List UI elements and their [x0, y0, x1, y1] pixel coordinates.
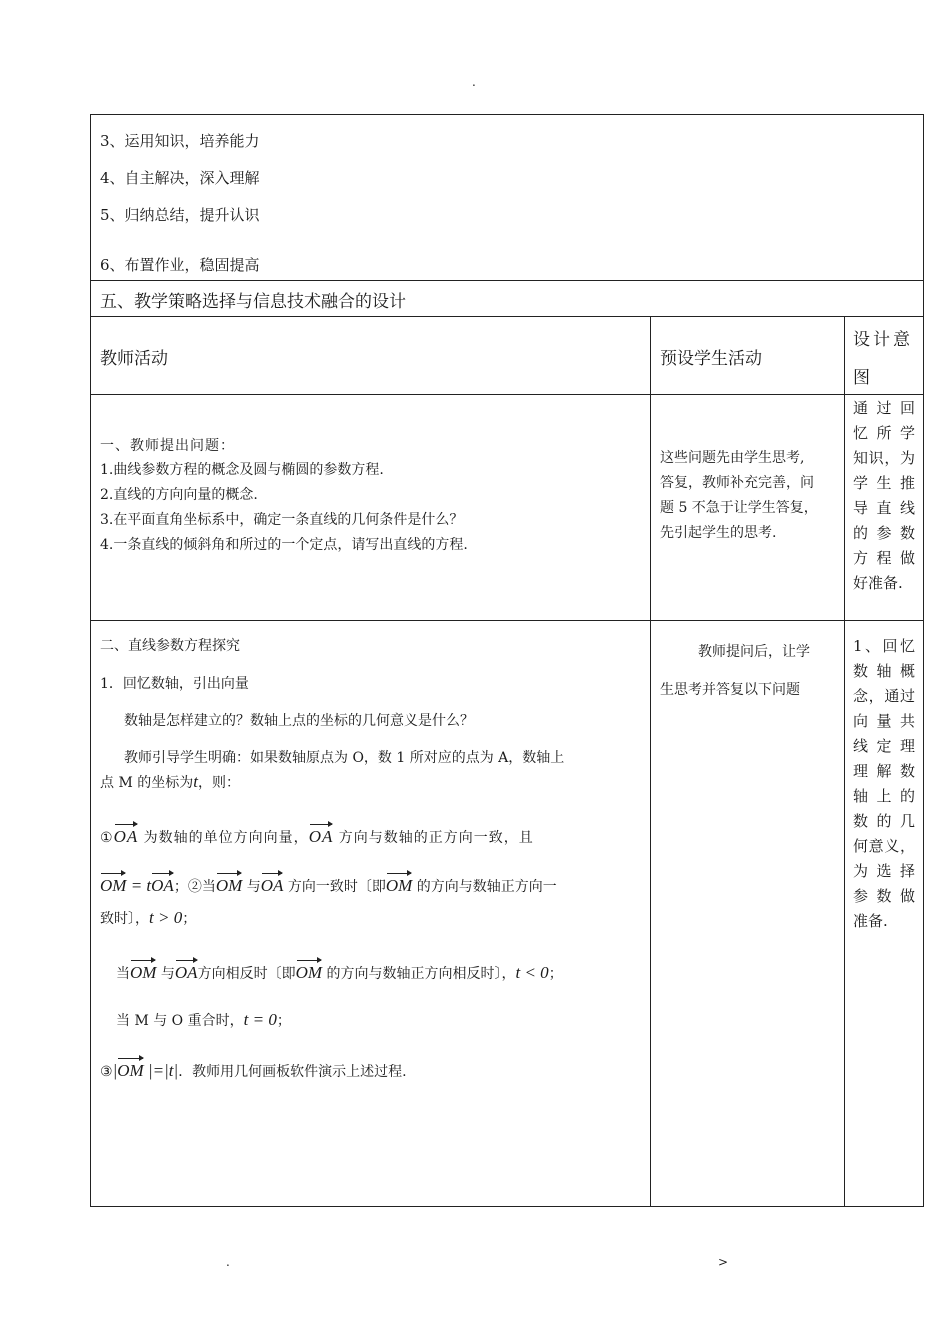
line-text: 当 [116, 966, 130, 982]
row1-teacher-line: 2.直线的方向向量的概念. [100, 487, 258, 503]
row1-intent-line: 方 程 做 [853, 549, 915, 567]
vector-oa: OA [175, 958, 198, 985]
row2-guide-text: ，则： [197, 775, 240, 791]
row2-guide-line1: 教师引导学生明确：如果数轴原点为 O，数 1 所对应的点为 A，数轴上 [124, 750, 565, 766]
row2-intent-line: 数 轴 概 [853, 662, 915, 680]
header-student: 预设学生活动 [660, 349, 762, 369]
header-intent-line1: 设计意 [853, 330, 913, 350]
row2-intent-line: 向 量 共 [853, 712, 915, 730]
math-abs-t: |t| [164, 1061, 179, 1080]
line-text: ；②当 [173, 879, 216, 895]
row2-intent-line: 准备. [853, 912, 888, 930]
row1-teacher-line: 4.一条直线的倾斜角和所过的一个定点，请写出直线的方程. [100, 537, 468, 553]
row2-zero-line [116, 1008, 291, 1033]
line-text: 的方向与数轴正方向一 [412, 879, 557, 895]
divider-section [90, 316, 924, 317]
vector-om: OM [296, 958, 322, 985]
line-text: 方向相反时〔即 [197, 966, 296, 982]
vector-oa: OA [261, 871, 284, 898]
row2-unit-vector-line [100, 822, 534, 850]
line-text: 为数轴的单位方向向量， [138, 830, 309, 846]
step-6: 6、布置作业，稳固提高 [100, 256, 260, 274]
math-eq: = t [126, 876, 152, 895]
math-abs-open: | [112, 1061, 118, 1080]
line-text: 当 M 与 O 重合时， [116, 1013, 244, 1029]
vector-om: OM [386, 871, 412, 898]
row2-guide-text: 点 M 的坐标为 [100, 775, 194, 791]
line-text: ； [276, 1013, 291, 1029]
row1-intent-line: 学 生 推 [853, 474, 915, 492]
row1-intent-line: 导 直 线 [853, 499, 915, 517]
col-divider-1 [650, 316, 651, 1207]
line-text: ．教师用几何画板软件演示上述过程. [178, 1064, 407, 1080]
row1-intent-line: 的 参 数 [853, 524, 915, 542]
row2-intent-line: 何意义， [853, 837, 915, 855]
line-text: ； [548, 966, 563, 982]
circled-3: ③ [100, 1064, 113, 1080]
row2-student-line: 教师提问后，让学 [698, 644, 810, 660]
row2-same-direction-line [100, 871, 557, 899]
header-intent-line2: 图 [853, 368, 870, 388]
row1-intent-line: 忆 所 学 [853, 424, 915, 442]
divider-steps [90, 280, 924, 281]
divider-row1 [90, 620, 924, 621]
line-text: 与 [156, 966, 175, 982]
col-divider-2 [844, 316, 845, 1207]
step-5: 5、归纳总结，提升认识 [100, 206, 260, 224]
row1-teacher-line: 一、教师提出问题： [100, 438, 235, 454]
vector-om: OM [117, 1056, 143, 1083]
bottom-right-mark: > [718, 1255, 729, 1269]
step-3: 3、运用知识，培养能力 [100, 132, 260, 150]
line-text: ； [182, 911, 197, 927]
row1-intent-line: 通 过 回 [853, 399, 915, 417]
top-mark: . [472, 75, 476, 89]
line-text: 致时〕， [100, 911, 149, 927]
row2-positive-line [100, 906, 196, 931]
math-t-lt-0: t < 0 [515, 963, 549, 982]
vector-om: OM [100, 871, 126, 898]
step-4: 4、自主解决，深入理解 [100, 169, 260, 187]
row1-student-line: 这些问题先由学生思考, [660, 450, 805, 466]
row2-question: 数轴是怎样建立的？数轴上点的坐标的几何意义是什么？ [124, 713, 474, 729]
row2-subtitle: 1．回忆数轴，引出向量 [100, 676, 249, 692]
section-title: 五、教学策略选择与信息技术融合的设计 [100, 292, 406, 312]
line-text: 方向一致时〔即 [283, 879, 386, 895]
vector-oa: OA [309, 822, 334, 849]
row2-intent-line: 数 的 几 [853, 812, 915, 830]
circled-1: ① [100, 830, 114, 846]
math-t-eq-0: t = 0 [243, 1010, 277, 1029]
row1-student-line: 题 5 不急于让学生答复， [660, 500, 818, 516]
row2-intent-line: 1、回忆 [853, 637, 915, 655]
line-text: 与 [242, 879, 261, 895]
line-text: 方向与数轴的正方向一致，且 [333, 830, 534, 846]
row2-intent-line: 为 选 择 [853, 862, 915, 880]
row2-negative-line [116, 958, 563, 986]
row1-intent-line: 知识，为 [853, 449, 915, 467]
header-teacher: 教师活动 [100, 349, 168, 369]
row2-intent-line: 轴 上 的 [853, 787, 915, 805]
divider-header [90, 394, 924, 395]
math-t: t [193, 772, 198, 791]
row2-intent-line: 线 定 理 [853, 737, 915, 755]
row1-student-line: 先引起学生的思考. [660, 525, 777, 541]
row2-guide-line2 [100, 770, 240, 795]
math-t-gt-0: t > 0 [149, 908, 183, 927]
row2-abs-line [100, 1056, 407, 1084]
vector-om: OM [216, 871, 242, 898]
row1-teacher-line: 3.在平面直角坐标系中，确定一条直线的几何条件是什么？ [100, 512, 464, 528]
row2-intent-line: 理 解 数 [853, 762, 915, 780]
vector-om: OM [130, 958, 156, 985]
vector-oa: OA [114, 822, 139, 849]
row1-student-line: 答复，教师补充完善，问 [660, 475, 814, 491]
row1-teacher-line: 1.曲线参数方程的概念及圆与椭圆的参数方程. [100, 462, 384, 478]
bottom-left-mark: . [226, 1255, 230, 1269]
row2-title: 二、直线参数方程探究 [100, 638, 240, 654]
row1-intent-line: 好准备. [853, 574, 903, 592]
vector-oa: OA [151, 871, 174, 898]
row2-intent-line: 念，通过 [853, 687, 915, 705]
math-abs-mid: |= [143, 1061, 165, 1080]
line-text: 的方向与数轴正方向相反时〕， [322, 966, 516, 982]
row2-intent-line: 参 数 做 [853, 887, 915, 905]
row2-student-line: 生思考并答复以下问题 [660, 682, 800, 698]
